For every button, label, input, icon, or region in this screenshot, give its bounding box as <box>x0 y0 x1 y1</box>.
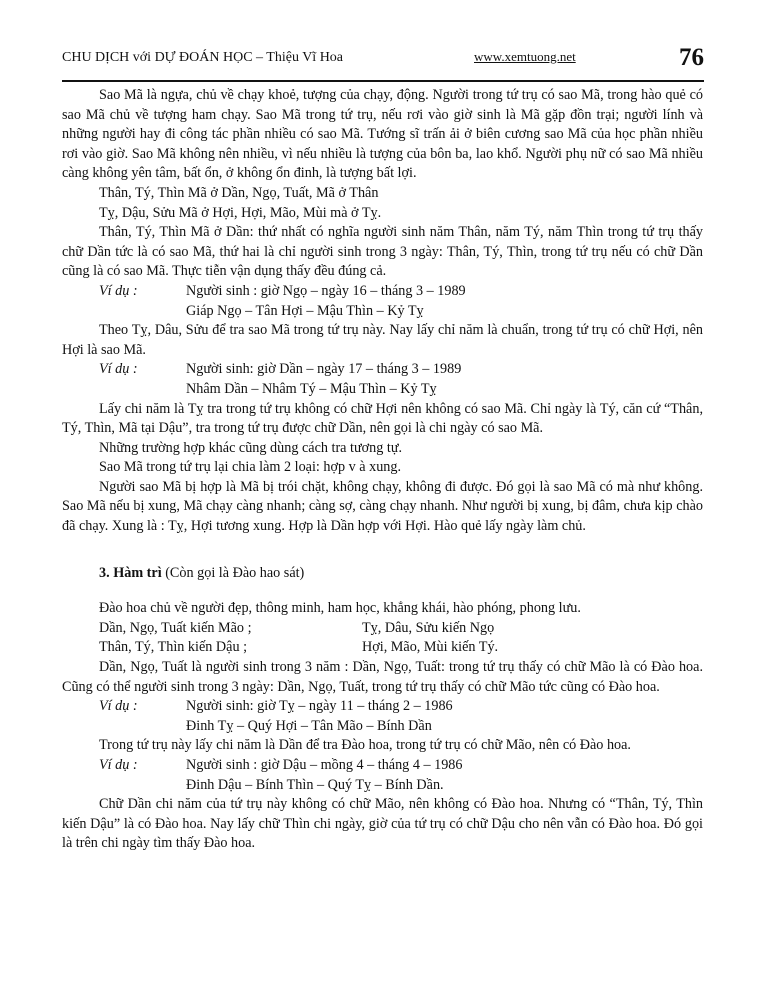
paragraph: Theo Tỵ, Dâu, Sửu để tra sao Mã trong tứ trụ này. Nay lấy chỉ năm là chuẩn, trong tứ trụ có chữ Hợi, nên Hợi là sao Mã. <box>62 322 703 358</box>
paragraph: Người sao Mã bị hợp là Mã bị trói chặt, không chạy, không đi được. Đó gọi là sao Mã có mà như không. Sao Mã nếu bị xung, Mã chạy càng nhanh; càng sợ, càng chạy nhanh. Như người bị xung, bị đâm, chưa kịp chào đã chạy. Xung là : Tỵ, Hợi tương xung. Hợp là Dần hợp với Hợi. Hào quẻ lấy ngày làm chủ. <box>62 478 703 535</box>
section-title: 3. Hàm trì <box>99 564 162 581</box>
rule-left: Dần, Ngọ, Tuất kiến Mão ; <box>99 619 252 636</box>
example-row <box>62 756 703 776</box>
rule-row <box>62 638 703 658</box>
example-text: Người sinh : giờ Ngọ – ngày 16 – tháng 3 – 1989 <box>186 282 466 299</box>
example-row <box>62 282 703 302</box>
example-text: Người sinh : giờ Dậu – mồng 4 – tháng 4 – 1986 <box>186 757 463 773</box>
example-text: Người sinh: giờ Dần – ngày 17 – tháng 3 – 1989 <box>186 361 462 378</box>
paragraph: Những trường hợp khác cũng dùng cách tra tương tự. <box>99 439 403 456</box>
rule-right: Hợi, Mão, Mùi kiến Tý. <box>362 639 499 656</box>
paragraph: Đào hoa chủ về người đẹp, thông minh, ham học, khẳng khái, hào phóng, phong lưu. <box>99 600 581 617</box>
rule-line: Thân, Tý, Thìn Mã ở Dần, Ngọ, Tuất, Mã ở Thân <box>99 184 379 201</box>
example-text: Giáp Ngọ – Tân Hợi – Mậu Thìn – Kỷ Tỵ <box>186 302 424 319</box>
website-link[interactable]: www.xemtuong.net <box>474 49 576 64</box>
example-row <box>62 697 703 717</box>
section-heading <box>62 564 703 584</box>
example-text: Đinh Dậu – Bính Thìn – Quý Tỵ – Bính Dần. <box>186 776 444 793</box>
book-title: CHU DỊCH với DỰ ĐOÁN HỌC – Thiệu Vĩ Hoa <box>62 50 344 65</box>
section-note: (Còn gọi là Đào hao sát) <box>165 564 305 581</box>
rule-line: Tỵ, Dậu, Sửu Mã ở Hợi, Hợi, Mão, Mùi mà ở Tỵ. <box>99 204 382 221</box>
paragraph: Sao Mã trong tứ trụ lại chia làm 2 loại: hợp v à xung. <box>99 459 402 476</box>
rule-right: Tỵ, Dâu, Sửu kiến Ngọ <box>362 619 495 636</box>
example-label: Ví dụ : <box>99 282 138 299</box>
paragraph: Thân, Tý, Thìn Mã ở Dần: thứ nhất có nghĩa người sinh năm Thân, năm Tý, năm Thìn trong tứ trụ thấy chữ Dần tức là có sao Mã, thứ hai là chỉ người sinh trong 3 ngày: Thân, Tý, Thìn, trong tứ trụ nếu có chữ Dần cũng là có sao Mã. Thực tiễn vận dụng thấy đều đúng cả. <box>62 224 703 280</box>
example-text: Đinh Tỵ – Quý Hợi – Tân Mão – Bính Dần <box>186 717 432 734</box>
rule-left: Thân, Tý, Thìn kiến Dậu ; <box>99 639 248 656</box>
rule-row <box>62 619 703 639</box>
example-text: Nhâm Dần – Nhâm Tý – Mậu Thìn – Kỷ Tỵ <box>186 380 437 397</box>
example-label: Ví dụ : <box>99 698 138 715</box>
example-row <box>62 360 703 380</box>
paragraph: Lấy chi năm là Tỵ tra trong tứ trụ không có chữ Hợi nên không có sao Mã. Chỉ ngày là Tý, căn cứ “Thân, Tý, Thìn, Mã tại Dậu”, tra trong tứ trụ được chữ Dần, nên gọi là chi ngày có sao Mã. <box>62 400 703 437</box>
page-header <box>62 46 704 80</box>
example-label: Ví dụ : <box>99 757 138 773</box>
page-body <box>62 86 703 854</box>
paragraph: Trong tứ trụ này lấy chi năm là Dần để tra Đào hoa, trong tứ trụ có chữ Mão, nên có Đào hoa. <box>99 737 631 754</box>
header-rule <box>62 80 704 82</box>
example-label: Ví dụ : <box>99 361 138 378</box>
page-number: 76 <box>679 44 704 71</box>
example-text: Người sinh: giờ Tỵ – ngày 11 – tháng 2 – 1986 <box>186 698 453 715</box>
paragraph: Chữ Dần chi năm của tứ trụ này không có chữ Mão, nên không có Đào hoa. Nhưng có “Thân, Tý, Thìn kiến Dậu” là có Đào hoa. Nay lấy chữ Thìn chi ngày, giờ của tứ trụ có chữ Dậu cho nên vẫn có Đào hoa. Đó gọi là trên chi ngày tìm thấy Đào hoa. <box>62 796 703 852</box>
paragraph: Sao Mã là ngựa, chủ về chạy khoẻ, tượng của chạy, động. Người trong tứ trụ có sao Mã, trong hào quẻ có sao Mã chủ về tượng ham chạy. Sao Mã trong tứ trụ, nếu rơi vào giờ sinh là Mã gặp đồn trại; người lính và những người hay đi công tác phần nhiều có sao Mã. Tướng sĩ trấn ải ở biên cương sao Mã của học phần nhiều rơi vào giờ. Sao Mã không nên nhiều, vì nếu nhiều là tượng của bôn ba, lao khổ. Người phụ nữ có sao Mã nhiều càng không yên tâm, bất ổn, ở không ổn đinh, là tượng bất lợi. <box>62 87 703 182</box>
paragraph: Dần, Ngọ, Tuất là người sinh trong 3 năm : Dần, Ngọ, Tuất: trong tứ trụ thấy có chữ Mão là có Đào hoa. Cũng có thể người sinh trong 3 ngày: Dần, Ngọ, Tuất, trong tứ trụ thấy có chữ Mão tức cũng có Đào hoa. <box>62 659 703 695</box>
